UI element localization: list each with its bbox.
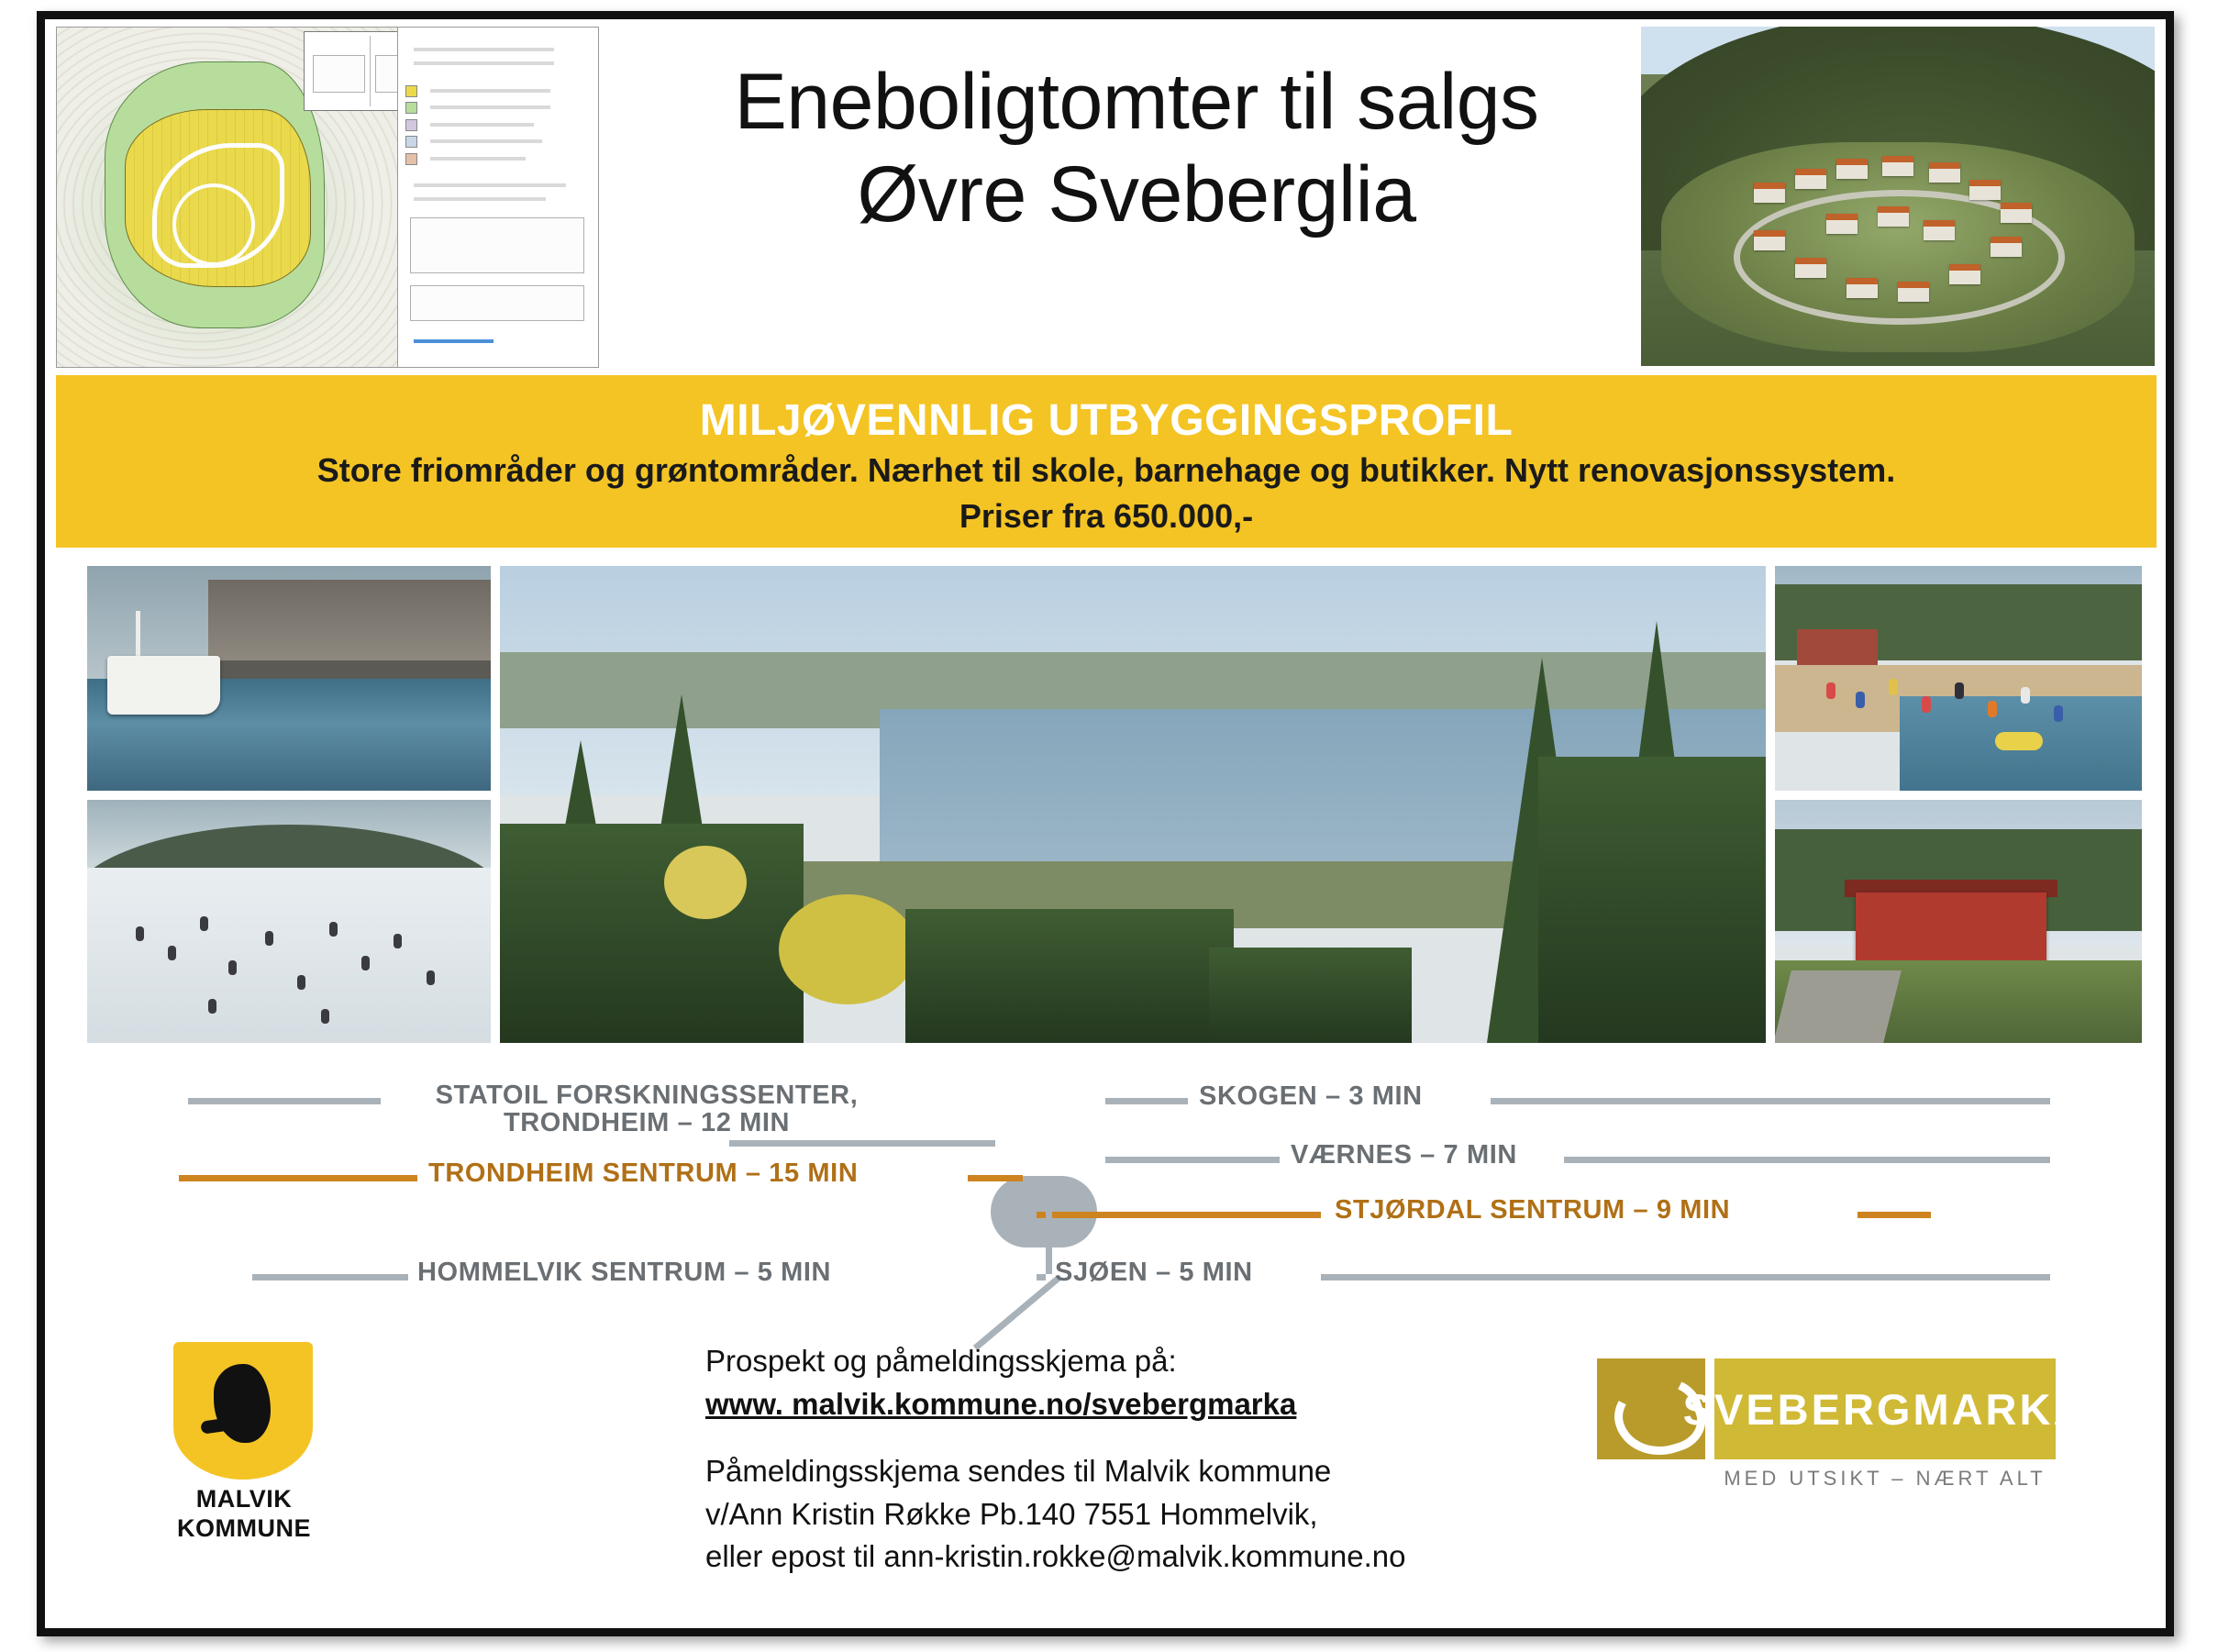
line-statoil-inner — [729, 1140, 995, 1147]
line-vaernes-left — [1105, 1157, 1280, 1163]
label-vaernes: VÆRNES – 7 MIN — [1291, 1140, 1517, 1170]
prospect-label: Prospekt og påmeldingsskjema på: — [705, 1344, 1177, 1378]
photo-harbor — [87, 566, 491, 791]
header-section — [45, 19, 2166, 372]
aerial-render-image — [1641, 27, 2155, 366]
banner-line-2: Priser fra 650.000,- — [959, 497, 1254, 536]
site-plan-image — [56, 27, 599, 368]
address-line-2: v/Ann Kristin Røkke Pb.140 7551 Hommelvik, — [705, 1496, 1318, 1531]
travel-times-diagram — [87, 1056, 2142, 1322]
website-link[interactable]: www. malvik.kommune.no/svebergmarka — [705, 1386, 1297, 1421]
photo-strip — [87, 566, 2142, 1043]
municipality-name: MALVIK KOMMUNE — [177, 1485, 311, 1542]
bird-icon — [214, 1364, 271, 1443]
banner-line-1: Store friområder og grøntområder. Nærhet til skole, barnehage og butikker. Nytt renovasjonssystem. — [316, 451, 1896, 489]
svebergmarka-tagline: MED UTSIKT – NÆRT ALT — [1724, 1467, 2046, 1490]
label-hommelvik: HOMMELVIK SENTRUM – 5 MIN — [417, 1258, 832, 1287]
label-skogen: SKOGEN – 3 MIN — [1199, 1081, 1423, 1111]
plan-road-inner — [172, 183, 255, 265]
banner-heading: MILJØVENNLIG UTBYGGINGSPROFIL — [699, 396, 1514, 445]
address-line-3: eller epost til ann-kristin.rokke@malvik.kommune.no — [705, 1539, 1406, 1574]
line-stjordal-left — [1037, 1212, 1321, 1218]
photo-red-cabin — [1775, 800, 2142, 1043]
plan-legend-panel — [397, 28, 598, 367]
line-stjordal-right — [1858, 1212, 1931, 1218]
line-vaernes-right — [1564, 1157, 2050, 1163]
line-sjoen-right — [1321, 1274, 2050, 1281]
crest-shield-icon — [173, 1342, 313, 1480]
label-trondheim-sentrum: TRONDHEIM SENTRUM – 15 MIN — [428, 1159, 859, 1188]
footer-section — [45, 1322, 2166, 1634]
environment-banner — [56, 375, 2157, 548]
label-statoil: STATOIL FORSKNINGSSENTER, TRONDHEIM – 12 MIN — [435, 1081, 859, 1138]
line-sjoen-left — [1037, 1274, 1046, 1281]
connector-sjoen-vertical — [1046, 1212, 1052, 1274]
line-statoil — [188, 1098, 381, 1104]
malvik-kommune-logo — [173, 1342, 320, 1542]
svebergmarka-logo — [1597, 1358, 2088, 1496]
svebergmarka-wordmark-bar — [1682, 1358, 2088, 1459]
photo-snow-hill — [87, 800, 491, 1043]
line-trondheim-sentrum — [179, 1175, 417, 1181]
line-skogen-right — [1491, 1098, 2050, 1104]
title-line-2: Øvre Sveberglia — [857, 150, 1416, 239]
line-trondheim-sentrum-inner — [968, 1175, 1023, 1181]
label-stjordal: STJØRDAL SENTRUM – 9 MIN — [1335, 1195, 1731, 1225]
address-line-1: Påmeldingsskjema sendes til Malvik kommune — [705, 1453, 1332, 1488]
contact-block — [705, 1340, 1623, 1579]
label-sjoen: SJØEN – 5 MIN — [1055, 1258, 1253, 1287]
photo-beach — [1775, 566, 2142, 791]
line-skogen-left — [1105, 1098, 1188, 1104]
page-title — [604, 56, 1669, 242]
photo-panorama-fjord — [500, 566, 1766, 1043]
svebergmarka-wordmark: SVEBERGMARKA — [1682, 1384, 2088, 1434]
title-line-1: Eneboligtomter til salgs — [734, 58, 1539, 146]
line-hommelvik — [252, 1274, 408, 1281]
poster-frame — [37, 11, 2174, 1636]
